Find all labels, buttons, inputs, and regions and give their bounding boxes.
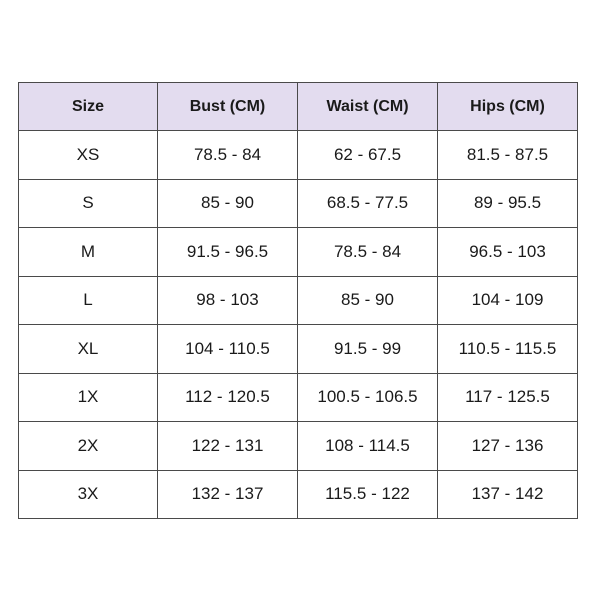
bust-cell: 78.5 - 84	[158, 131, 298, 180]
table-row	[19, 228, 578, 277]
bust-cell: 98 - 103	[158, 276, 298, 325]
size-cell: L	[19, 276, 158, 325]
table-body	[19, 131, 578, 519]
bust-cell: 132 - 137	[158, 470, 298, 519]
waist-cell: 85 - 90	[298, 276, 438, 325]
bust-cell: 112 - 120.5	[158, 373, 298, 422]
header-size: Size	[19, 83, 158, 131]
hips-cell: 81.5 - 87.5	[438, 131, 578, 180]
header-row	[19, 83, 578, 131]
table-row	[19, 131, 578, 180]
size-cell: XS	[19, 131, 158, 180]
hips-cell: 127 - 136	[438, 422, 578, 471]
table-row	[19, 179, 578, 228]
hips-cell: 104 - 109	[438, 276, 578, 325]
table-row	[19, 373, 578, 422]
waist-cell: 62 - 67.5	[298, 131, 438, 180]
waist-cell: 115.5 - 122	[298, 470, 438, 519]
size-cell: XL	[19, 325, 158, 374]
table-row	[19, 276, 578, 325]
size-cell: 1X	[19, 373, 158, 422]
waist-cell: 68.5 - 77.5	[298, 179, 438, 228]
waist-cell: 78.5 - 84	[298, 228, 438, 277]
hips-cell: 89 - 95.5	[438, 179, 578, 228]
waist-cell: 108 - 114.5	[298, 422, 438, 471]
size-cell: S	[19, 179, 158, 228]
hips-cell: 110.5 - 115.5	[438, 325, 578, 374]
bust-cell: 122 - 131	[158, 422, 298, 471]
size-cell: 3X	[19, 470, 158, 519]
bust-cell: 91.5 - 96.5	[158, 228, 298, 277]
waist-cell: 100.5 - 106.5	[298, 373, 438, 422]
size-cell: M	[19, 228, 158, 277]
header-waist: Waist (CM)	[298, 83, 438, 131]
size-chart-table	[18, 82, 578, 519]
bust-cell: 85 - 90	[158, 179, 298, 228]
table-row	[19, 422, 578, 471]
header-bust: Bust (CM)	[158, 83, 298, 131]
table-row	[19, 470, 578, 519]
header-hips: Hips (CM)	[438, 83, 578, 131]
hips-cell: 96.5 - 103	[438, 228, 578, 277]
waist-cell: 91.5 - 99	[298, 325, 438, 374]
size-cell: 2X	[19, 422, 158, 471]
bust-cell: 104 - 110.5	[158, 325, 298, 374]
table-row	[19, 325, 578, 374]
hips-cell: 137 - 142	[438, 470, 578, 519]
table-header	[19, 83, 578, 131]
hips-cell: 117 - 125.5	[438, 373, 578, 422]
